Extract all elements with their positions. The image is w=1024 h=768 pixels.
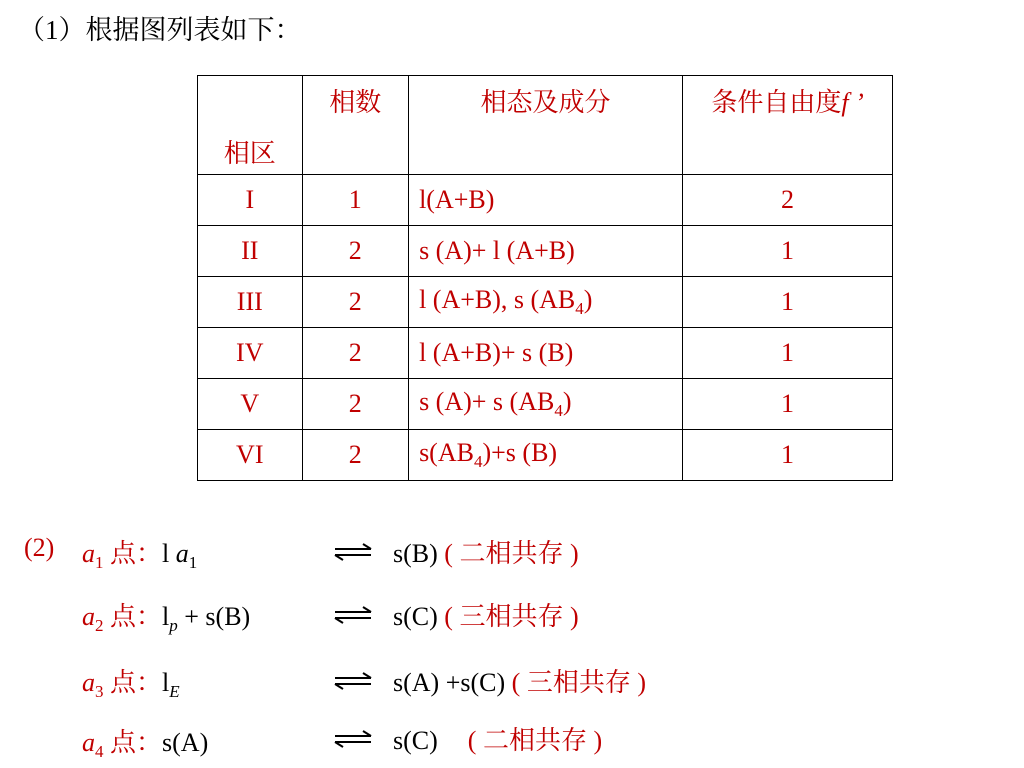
comp-text-end: ) — [562, 386, 572, 416]
point-symbol: a — [82, 602, 95, 631]
point-suffix: 点： — [103, 602, 163, 631]
equilibrium-arrow-icon — [333, 606, 373, 624]
point-label-a3 — [82, 662, 180, 702]
point-symbol-sub: 2 — [95, 616, 104, 636]
cell-count: 2 — [302, 430, 409, 481]
point-label-a4 — [82, 722, 208, 762]
point-note: ( 二相共存 ) — [444, 539, 579, 568]
cell-composition — [409, 277, 683, 328]
table-header-row — [198, 76, 893, 175]
point-symbol: a — [82, 728, 95, 757]
point-symbol-sub: 3 — [95, 682, 104, 702]
cell-count: 2 — [302, 277, 409, 328]
comp-text: l (A+B)+ s (B) — [419, 338, 574, 367]
point-left: l — [162, 668, 170, 697]
point-label-a1 — [82, 533, 197, 573]
point-right-a2 — [393, 596, 579, 633]
header-freedom-label: 条件自由度 — [711, 88, 842, 117]
equilibrium-arrow-icon — [333, 543, 373, 561]
cell-count: 1 — [302, 175, 409, 226]
point-note: ( 三相共存 ) — [511, 668, 646, 697]
phase-table — [197, 75, 893, 481]
cell-composition — [409, 226, 683, 277]
comp-text: l(A+B) — [419, 185, 495, 214]
cell-count: 2 — [302, 379, 409, 430]
point-symbol-sub: 1 — [95, 553, 104, 573]
point-left-italic: a — [175, 539, 189, 568]
point-right: s(B) — [393, 539, 445, 568]
point-right: s(C) — [393, 602, 445, 631]
point-left: l — [162, 602, 170, 631]
comp-subscript: 4 — [575, 299, 584, 319]
table-row — [198, 226, 893, 277]
table-row — [198, 328, 893, 379]
header-phase-count: 相数 — [302, 76, 409, 175]
point-symbol-sub: 4 — [95, 742, 104, 762]
point-right: s(C) — [393, 726, 438, 755]
cell-count: 2 — [302, 328, 409, 379]
table-row — [198, 379, 893, 430]
point-left-rest: + s(B) — [177, 602, 251, 631]
comp-subscript: 4 — [554, 401, 563, 421]
cell-region: VI — [198, 430, 303, 481]
point-suffix: 点： — [103, 668, 163, 697]
cell-freedom: 1 — [683, 226, 893, 277]
point-right-a1 — [393, 533, 579, 570]
comp-text: s(AB — [419, 437, 474, 467]
equilibrium-arrow-icon — [333, 730, 373, 748]
table-row — [198, 175, 893, 226]
cell-region: II — [198, 226, 303, 277]
comp-text-end: ) — [583, 284, 593, 314]
point-symbol: a — [82, 668, 95, 697]
header-freedom-symbol: f ’ — [841, 88, 864, 117]
cell-freedom: 1 — [683, 379, 893, 430]
point-left-sub: E — [169, 682, 180, 702]
comp-text: l (A+B), s (AB — [419, 284, 576, 314]
cell-region: III — [198, 277, 303, 328]
point-symbol: a — [82, 539, 95, 568]
point-suffix: 点： — [103, 728, 163, 757]
point-note: ( 二相共存 ) — [467, 726, 603, 755]
comp-subscript: 4 — [473, 452, 483, 472]
cell-freedom: 1 — [683, 328, 893, 379]
point-right-a4 — [393, 720, 602, 757]
cell-region: I — [198, 175, 303, 226]
header-freedom — [683, 76, 893, 175]
cell-composition — [409, 379, 683, 430]
point-left-sub: p — [169, 616, 178, 636]
table-row — [198, 430, 893, 481]
cell-freedom: 1 — [683, 277, 893, 328]
point-left: s(A) — [162, 728, 209, 757]
point-left-sub: 1 — [188, 553, 198, 573]
page-title: （1）根据图列表如下： — [18, 15, 302, 45]
point-right-a3 — [393, 662, 646, 699]
points-prefix: (2) — [24, 533, 55, 562]
point-left: l — [162, 539, 176, 568]
point-right: s(A) +s(C) — [393, 668, 512, 697]
point-label-a2 — [82, 596, 250, 636]
cell-composition — [409, 175, 683, 226]
cell-freedom: 1 — [683, 430, 893, 481]
comp-text: s (A)+ s (AB — [419, 386, 555, 416]
equilibrium-arrow-icon — [333, 672, 373, 690]
header-region: 相区 — [198, 76, 303, 175]
comp-text-end: )+s (B) — [482, 437, 558, 467]
cell-composition — [409, 430, 683, 481]
cell-region: IV — [198, 328, 303, 379]
comp-text: s (A)+ l (A+B) — [419, 236, 575, 265]
header-state-composition: 相态及成分 — [409, 76, 683, 175]
cell-region: V — [198, 379, 303, 430]
point-suffix: 点： — [103, 539, 163, 568]
table-row — [198, 277, 893, 328]
cell-freedom: 2 — [683, 175, 893, 226]
point-note: ( 三相共存 ) — [444, 602, 579, 631]
cell-composition — [409, 328, 683, 379]
cell-count: 2 — [302, 226, 409, 277]
